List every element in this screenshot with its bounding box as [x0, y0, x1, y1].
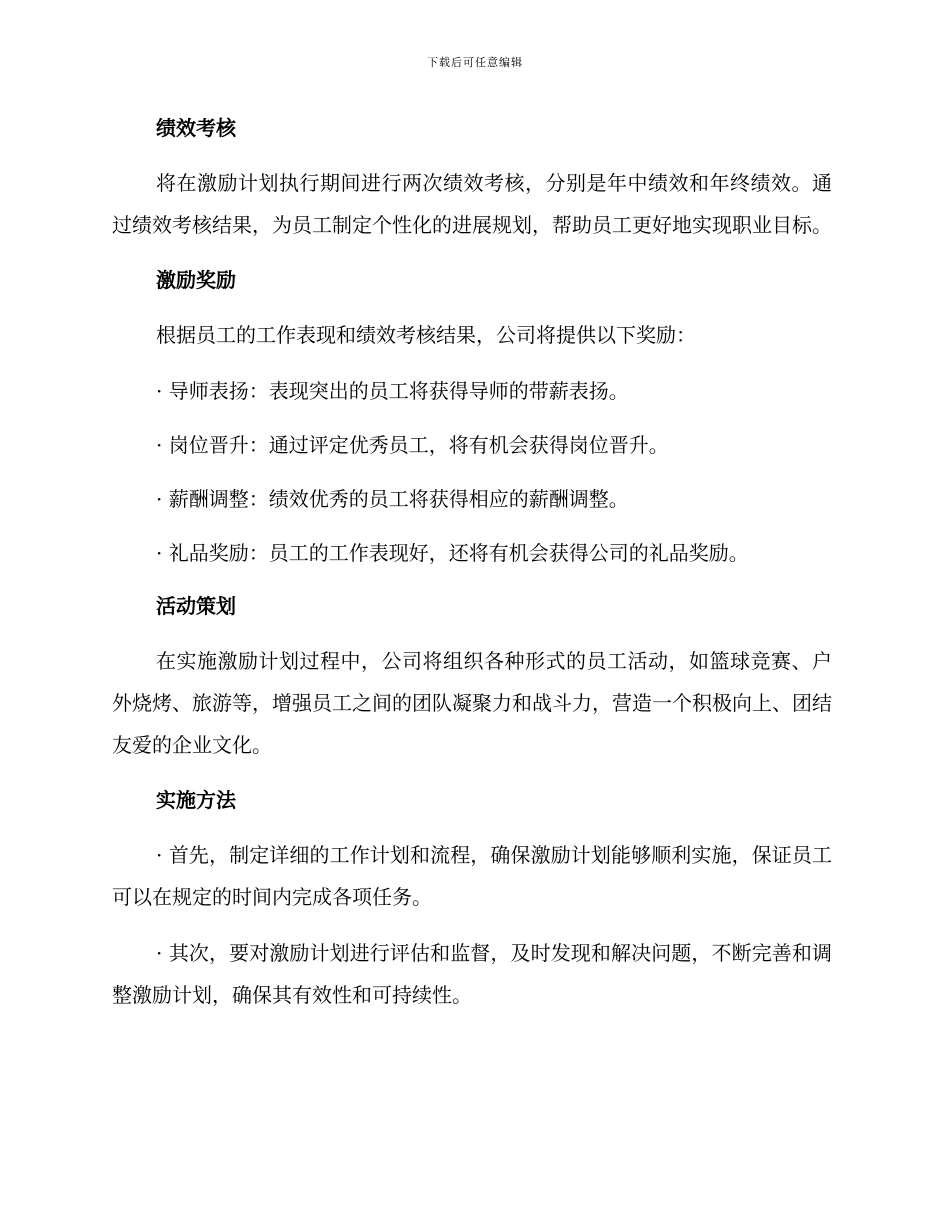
method-item-second: · 其次，要对激励计划进行评估和监督，及时发现和解决问题，不断完善和调整激励计划，确保其有效性和可持续性。: [112, 941, 832, 1007]
rewards-intro: 根据员工的工作表现和绩效考核结果，公司将提供以下奖励：: [156, 323, 696, 347]
document-body: [112, 108, 832, 1030]
section-heading-methods: 实施方法: [156, 788, 236, 812]
method-item-first: · 首先，制定详细的工作计划和流程，确保激励计划能够顺利实施，保证员工可以在规定的时间内完成各项任务。: [112, 843, 832, 909]
reward-item-mentor-praise: · 导师表扬：表现突出的员工将获得导师的带薪表扬。: [156, 379, 629, 403]
reward-item-promotion: · 岗位晋升：通过评定优秀员工，将有机会获得岗位晋升。: [156, 433, 669, 457]
reward-item-salary-adjustment: · 薪酬调整：绩效优秀的员工将获得相应的薪酬调整。: [156, 487, 629, 511]
activities-paragraph: 在实施激励计划过程中，公司将组织各种形式的员工活动，如篮球竞赛、户外烧烤、旅游等，增强员工之间的团队凝聚力和战斗力，营造一个积极向上、团结友爱的企业文化。: [112, 649, 832, 757]
section-heading-performance: 绩效考核: [156, 116, 236, 140]
reward-item-gift: · 礼品奖励：员工的工作表现好，还将有机会获得公司的礼品奖励。: [156, 541, 749, 565]
page-header-note: 下载后可任意编辑: [427, 56, 523, 69]
section-heading-activities: 活动策划: [156, 594, 236, 618]
section-heading-rewards: 激励奖励: [156, 268, 236, 292]
performance-paragraph: 将在激励计划执行期间进行两次绩效考核，分别是年中绩效和年终绩效。通过绩效考核结果，为员工制定个性化的进展规划，帮助员工更好地实现职业目标。: [112, 171, 832, 237]
